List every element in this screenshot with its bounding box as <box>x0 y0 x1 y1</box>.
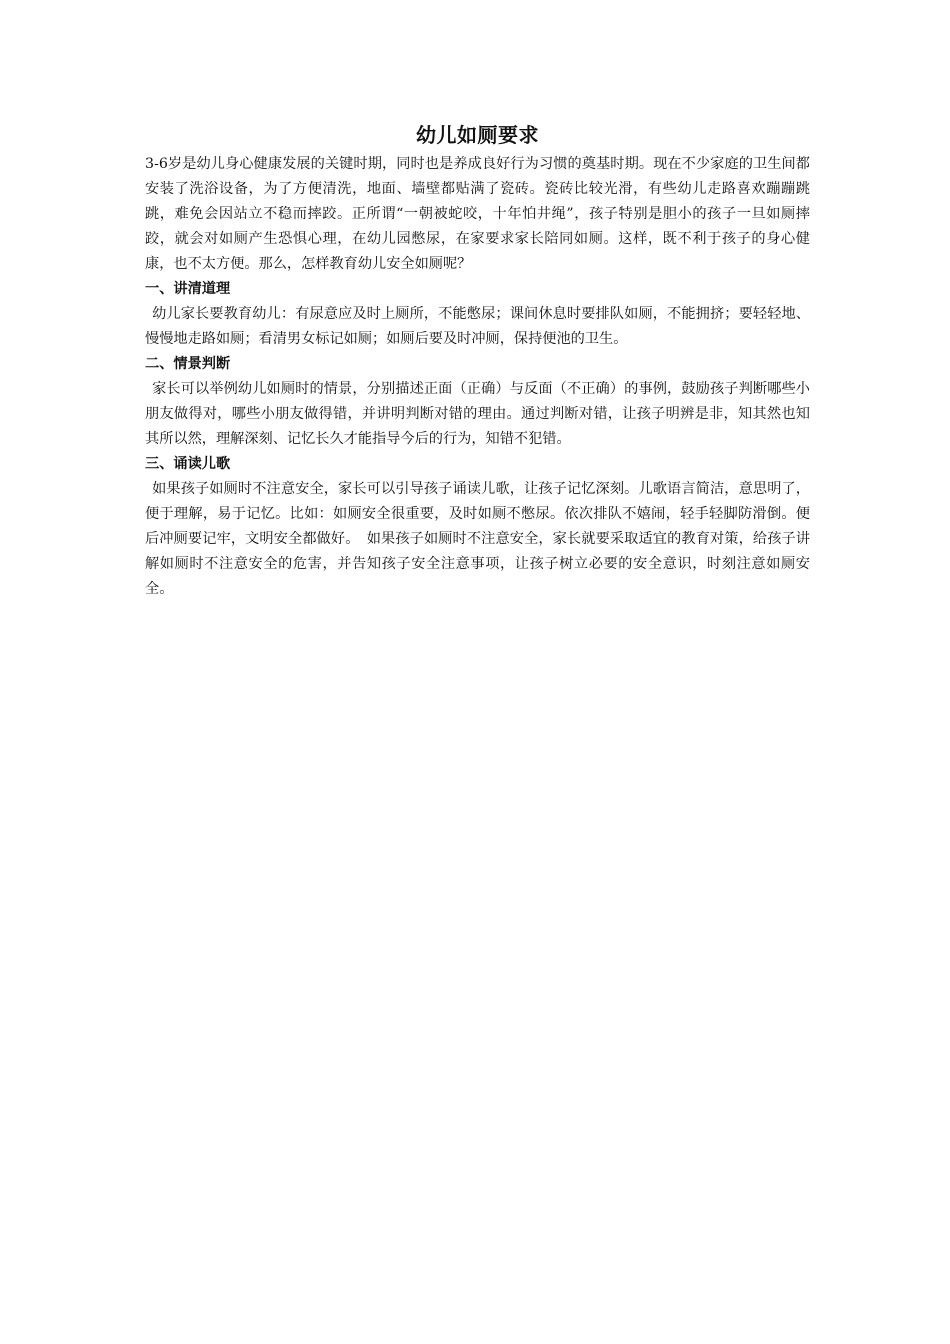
document-body <box>145 118 810 602</box>
section-3-body: 如果孩子如厕时不注意安全，家长可以引导孩子诵读儿歌，让孩子记忆深刻。儿歌语言简洁，意思明了，便于理解，易于记忆。比如：如厕安全很重要，及时如厕不憋尿。依次排队不嬉闹，轻手轻脚防滑倒。便后冲厕要记牢，文明安全都做好。 如果孩子如厕时不注意安全，家长就要采取适宜的教育对策，给孩子讲解如厕时不注意安全的危害，并告知孩子安全注意事项，让孩子树立必要的安全意识，时刻注意如厕安全。 <box>145 481 810 597</box>
intro-paragraph: 3-6岁是幼儿身心健康发展的关键时期，同时也是养成良好行为习惯的奠基时期。现在不少家庭的卫生间都安装了洗浴设备，为了方便清洗，地面、墙壁都贴满了瓷砖。瓷砖比较光滑，有些幼儿走路喜欢蹦蹦跳跳，难免会因站立不稳而摔跤。正所谓“一朝被蛇咬，十年怕井绳”，孩子特别是胆小的孩子一旦如厕摔跤，就会对如厕产生恐惧心理，在幼儿园憋尿，在家要求家长陪同如厕。这样，既不利于孩子的身心健康，也不太方便。那么，怎样教育幼儿安全如厕呢？ <box>145 156 810 272</box>
document-title: 幼儿如厕要求 <box>416 123 539 147</box>
section-2-body: 家长可以举例幼儿如厕时的情景，分别描述正面（正确）与反面（不正确）的事例，鼓励孩子判断哪些小朋友做得对，哪些小朋友做得错，并讲明判断对错的理由。通过判断对错，让孩子明辨是非，知其然也知其所以然，理解深刻、记忆长久才能指导今后的行为，知错不犯错。 <box>145 381 810 447</box>
section-3-heading: 三、诵读儿歌 <box>145 456 231 472</box>
section-1-heading: 一、讲清道理 <box>145 281 231 297</box>
section-2-heading: 二、情景判断 <box>145 356 231 372</box>
section-1-body: 幼儿家长要教育幼儿：有尿意应及时上厕所，不能憋尿；课间休息时要排队如厕，不能拥挤；要轻轻地、慢慢地走路如厕；看清男女标记如厕；如厕后要及时冲厕，保持便池的卫生。 <box>145 306 810 347</box>
